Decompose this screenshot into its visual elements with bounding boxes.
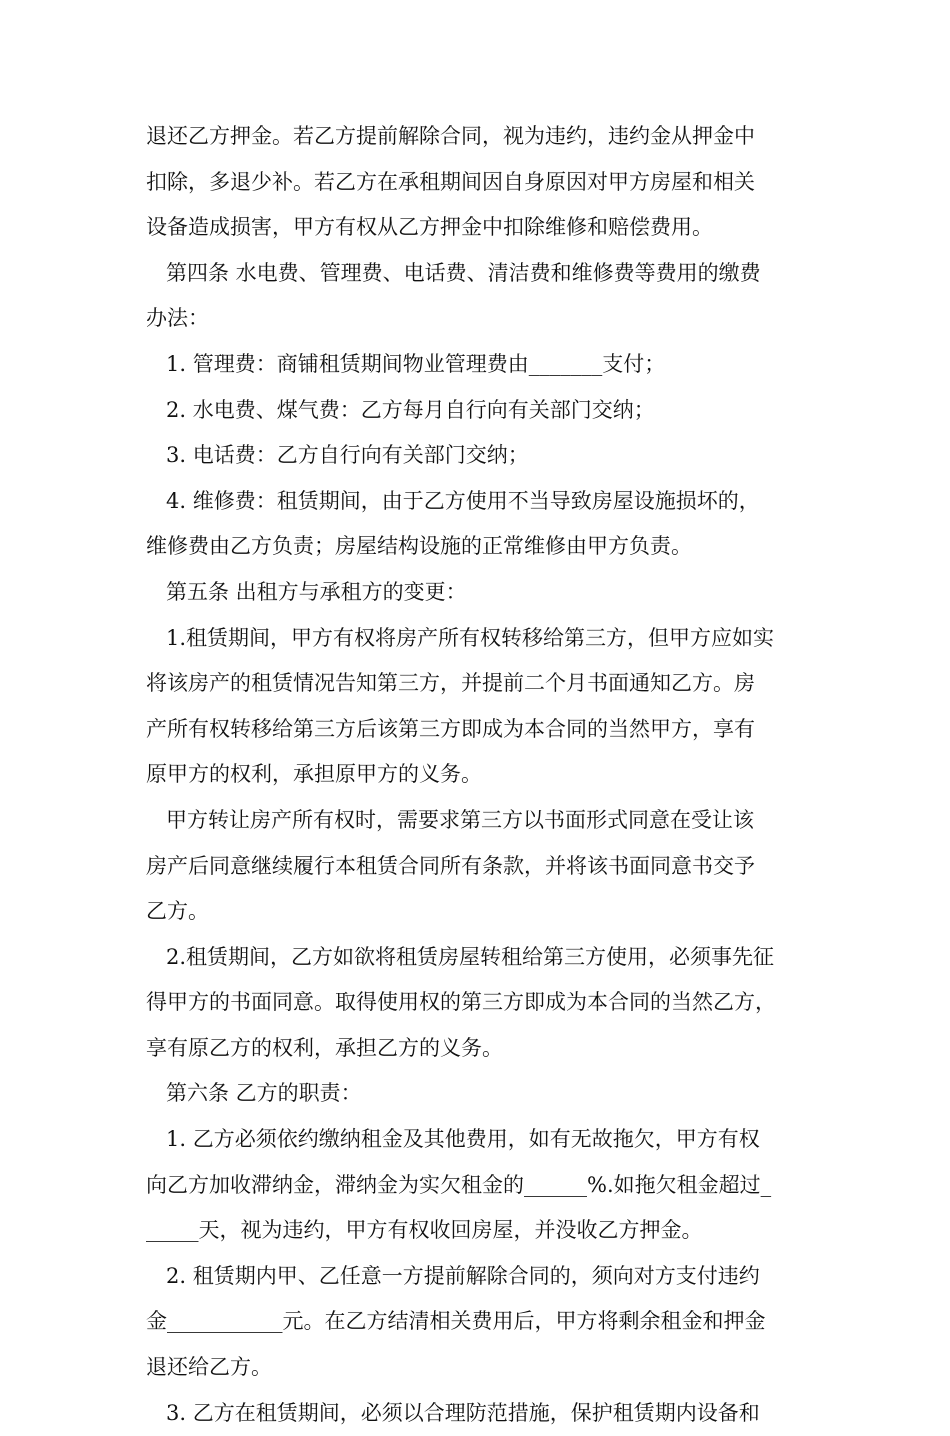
clause-item: 1. 乙方必须依约缴纳租金及其他费用，如有无故拖欠，甲方有权 bbox=[166, 1127, 760, 1152]
paragraph-start: 甲方转让房产所有权时，需要求第三方以书面形式同意在受让该 bbox=[166, 807, 754, 832]
clause-item: 3. 电话费：乙方自行向有关部门交纳； bbox=[166, 443, 529, 468]
text-line: 办法： bbox=[146, 306, 209, 331]
clause-item: 1. 管理费：商铺租赁期间物业管理费由_______支付； bbox=[166, 351, 666, 376]
text-line: 享有原乙方的权利，承担乙方的义务。 bbox=[146, 1035, 503, 1060]
clause-item: 4. 维修费：租赁期间，由于乙方使用不当导致房屋设施损坏的， bbox=[166, 488, 760, 513]
clause-item: 3. 乙方在租赁期间，必须以合理防范措施，保护租赁期内设备和 bbox=[166, 1400, 760, 1425]
article-heading: 第五条 出租方与承租方的变更： bbox=[166, 579, 467, 604]
text-line: 扣除，多退少补。若乙方在承租期间因自身原因对甲方房屋和相关 bbox=[146, 169, 755, 194]
text-line: _____天，视为违约，甲方有权收回房屋，并没收乙方押金。 bbox=[146, 1218, 703, 1243]
clause-item: 2. 租赁期内甲、乙任意一方提前解除合同的，须向对方支付违约 bbox=[166, 1263, 760, 1288]
text-line: 将该房产的租赁情况告知第三方，并提前二个月书面通知乙方。房 bbox=[146, 671, 755, 696]
text-line: 原甲方的权利，承担原甲方的义务。 bbox=[146, 762, 482, 787]
text-line: 设备造成损害，甲方有权从乙方押金中扣除维修和赔偿费用。 bbox=[146, 215, 713, 240]
clause-item: 2.租赁期间，乙方如欲将租赁房屋转租给第三方使用，必须事先征 bbox=[166, 944, 775, 969]
text-line: 向乙方加收滞纳金，滞纳金为实欠租金的______%.如拖欠租金超过_ bbox=[146, 1172, 772, 1197]
text-line: 房产后同意继续履行本租赁合同所有条款，并将该书面同意书交予 bbox=[146, 853, 755, 878]
document-body bbox=[146, 114, 826, 1436]
text-line: 乙方。 bbox=[146, 899, 209, 924]
text-line: 退还乙方押金。若乙方提前解除合同，视为违约，违约金从押金中 bbox=[146, 124, 755, 148]
text-line: 金___________元。在乙方结清相关费用后，甲方将剩余租金和押金 bbox=[146, 1309, 766, 1334]
article-heading: 第六条 乙方的职责： bbox=[166, 1081, 362, 1106]
text-line: 退还给乙方。 bbox=[146, 1355, 272, 1380]
text-line: 得甲方的书面同意。取得使用权的第三方即成为本合同的当然乙方， bbox=[146, 990, 776, 1015]
text-line: 产所有权转移给第三方后该第三方即成为本合同的当然甲方，享有 bbox=[146, 716, 755, 741]
clause-item: 1.租赁期间，甲方有权将房产所有权转移给第三方，但甲方应如实 bbox=[166, 625, 775, 650]
article-heading: 第四条 水电费、管理费、电话费、清洁费和维修费等费用的缴费 bbox=[166, 260, 761, 285]
clause-item: 2. 水电费、煤气费：乙方每月自行向有关部门交纳； bbox=[166, 397, 655, 422]
text-line: 维修费由乙方负责；房屋结构设施的正常维修由甲方负责。 bbox=[146, 534, 692, 559]
